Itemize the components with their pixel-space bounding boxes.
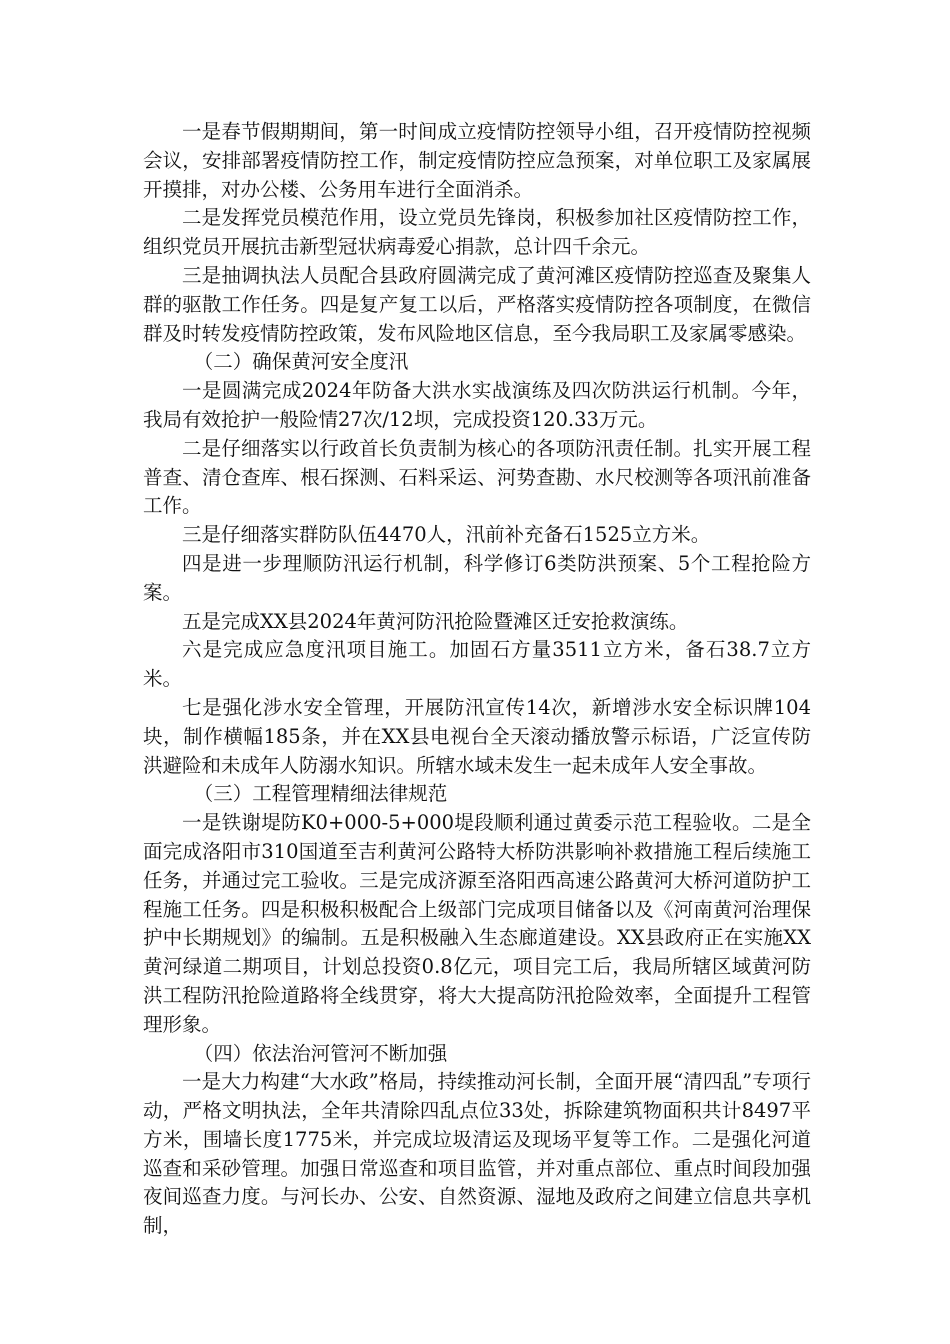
paragraph-engineering: 一是铁谢堤防K0+000-5+000堤段顺利通过黄委示范工程验收。二是全面完成洛阳市310国道至吉利黄河公路特大桥防洪影响补救措施工程后续施工任务，并通过完工验收。三是完成济源至洛阳西高速公路黄河大桥河道防护工程施工任务。四是积极积极配合上级部门完成项目储备以及《河南黄河治理保护中长期规划》的编制。五是积极融入生态廊道建设。XX县政府正在实施XX黄河绿道二期项目，计划总投资0.8亿元，项目完工后，我局所辖区域黄河防洪工程防汛抢险道路将全线贯穿，将大大提高防汛抢险效率，全面提升工程管理形象。 xyxy=(143,811,811,1036)
paragraph-flood-7: 七是强化涉水安全管理，开展防汛宣传14次，新增涉水安全标识牌104块，制作横幅185条，并在XX县电视台全天滚动播放警示标语，广泛宣传防洪避险和未成年人防溺水知识。所辖水域未发生一起未成年人安全事故。 xyxy=(143,695,811,777)
paragraph-flood-4: 四是进一步理顺防汛运行机制，科学修订6类防洪预案、5个工程抢险方案。 xyxy=(143,551,811,604)
paragraph-flood-2: 二是仔细落实以行政首长负责制为核心的各项防汛责任制。扎实开展工程普查、清仓查库、根石探测、石料采运、河势查勘、水尺校测等各项汛前准备工作。 xyxy=(143,436,811,518)
paragraph-flood-3: 三是仔细落实群防队伍4470人，汛前补充备石1525立方米。 xyxy=(182,523,711,547)
section-heading-engineering-management: （三）工程管理精细法律规范 xyxy=(193,782,448,806)
section-heading-flood-safety: （二）确保黄河安全度汛 xyxy=(193,350,409,374)
paragraph-flood-5: 五是完成XX县2024年黄河防汛抢险暨滩区迁安抢救演练。 xyxy=(182,609,689,633)
paragraph-epidemic-control-3: 三是抽调执法人员配合县政府圆满完成了黄河滩区疫情防控巡查及聚集人群的驱散工作任务。四是复产复工以后，严格落实疫情防控各项制度，在微信群及时转发疫情防控政策，发布风险地区信息，至今我局职工及家属零感染。 xyxy=(143,263,811,345)
paragraph-river-governance: 一是大力构建“大水政”格局，持续推动河长制，全面开展“清四乱”专项行动，严格文明执法，全年共清除四乱点位33处，拆除建筑物面积共计8497平方米，围墙长度1775米，并完成垃圾清运及现场平复等工作。二是强化河道巡查和采砂管理。加强日常巡查和项目监管，并对重点部位、重点时间段加强夜间巡查力度。与河长办、公安、自然资源、湿地及政府之间建立信息共享机制， xyxy=(143,1070,811,1238)
paragraph-epidemic-control-1: 一是春节假期期间，第一时间成立疫情防控领导小组，召开疫情防控视频会议，安排部署疫情防控工作，制定疫情防控应急预案，对单位职工及家属展开摸排，对办公楼、公务用车进行全面消杀。 xyxy=(143,120,811,201)
section-heading-river-governance: （四）依法治河管河不断加强 xyxy=(193,1041,448,1065)
paragraph-flood-1: 一是圆满完成2024年防备大洪水实战演练及四次防洪运行机制。今年，我局有效抢护一般险情27次/12坝，完成投资120.33万元。 xyxy=(143,379,811,431)
paragraph-flood-6: 六是完成应急度汛项目施工。加固石方量3511立方米，备石38.7立方米。 xyxy=(143,638,811,691)
paragraph-epidemic-control-2: 二是发挥党员模范作用，设立党员先锋岗，积极参加社区疫情防控工作，组织党员开展抗击新型冠状病毒爱心捐款，总计四千余元。 xyxy=(143,206,811,259)
document-page xyxy=(143,118,811,1241)
